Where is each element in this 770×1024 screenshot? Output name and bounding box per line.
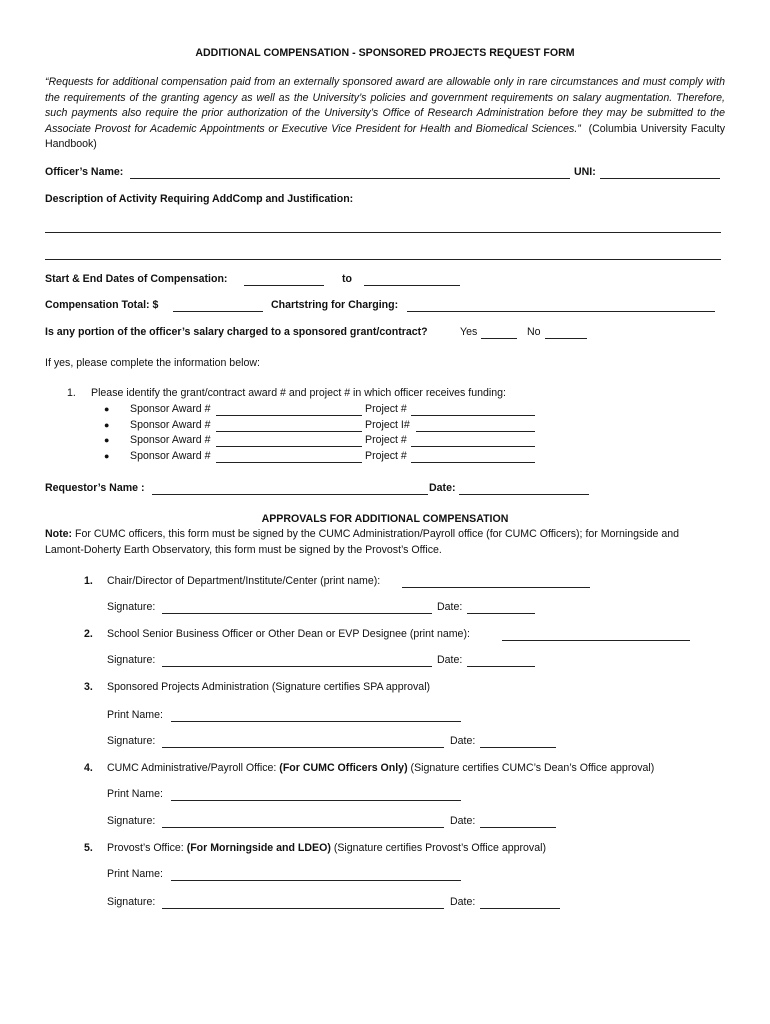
yes-field[interactable] xyxy=(481,328,517,339)
quote-text: “Requests for additional compensation paid from an externally sponsored award are allowable only in rare circumstances and must comply with the requirements of the granting agency as well as the University’s policies and government requirements on salary augmentation. Therefore, such payments also require the prior authorization of the University’s Office of Research Administration before they may be submitted to the Associate Provost for Academic Appointments or Executive Vice President for Health and Biomedical Sciences.” xyxy=(45,76,725,135)
handbook-quote xyxy=(45,75,725,153)
uni-label: UNI: xyxy=(574,166,596,178)
bullet-icon: ● xyxy=(104,451,110,461)
approvals-note-line-1 xyxy=(45,528,679,540)
approvals-heading: APPROVALS FOR ADDITIONAL COMPENSATION xyxy=(261,513,509,525)
project-field[interactable] xyxy=(411,436,535,447)
sponsor-award-field[interactable] xyxy=(216,452,362,463)
sponsor-award-label: Sponsor Award # xyxy=(130,450,211,462)
approval-text: Sponsored Projects Administration (Signature certifies SPA approval) xyxy=(107,681,431,693)
sponsor-award-field[interactable] xyxy=(216,421,362,432)
approvals-note-line-2: Lamont-Doherty Earth Observatory, this form must be signed by the Provost’s Office. xyxy=(45,544,442,556)
signature-field[interactable] xyxy=(162,898,444,909)
signature-field[interactable] xyxy=(162,817,444,828)
officer-print-name-field[interactable] xyxy=(502,630,690,641)
approval-text: CUMC Administrative/Payroll Office: (For CUMC Officers Only) (Signature certifies CUMC’s Dean’s Office approval) xyxy=(107,762,655,774)
form-title: ADDITIONAL COMPENSATION - SPONSORED PROJECTS REQUEST FORM xyxy=(195,47,575,59)
signature-field[interactable] xyxy=(162,603,432,614)
chartstring-field[interactable] xyxy=(407,301,715,312)
project-label: Project I# xyxy=(365,419,410,431)
no-label: No xyxy=(527,326,541,338)
approval-text: Provost’s Office: (For Morningside and LDEO) (Signature certifies Provost’s Office approval) xyxy=(107,842,546,854)
print-name-label: Print Name: xyxy=(107,709,163,721)
yes-label: Yes xyxy=(460,326,478,338)
comp-total-label: Compensation Total: $ xyxy=(45,299,159,311)
sponsor-award-label: Sponsor Award # xyxy=(130,419,211,431)
approval-number: 2. xyxy=(84,628,93,640)
approval-number: 4. xyxy=(84,762,93,774)
requestor-date-label: Date: xyxy=(429,482,456,494)
approval-number: 3. xyxy=(84,681,93,693)
date-field[interactable] xyxy=(467,656,535,667)
salary-question: Is any portion of the officer’s salary charged to a sponsored grant/contract? xyxy=(45,326,428,338)
print-name-field[interactable] xyxy=(171,711,461,722)
date-field[interactable] xyxy=(467,603,535,614)
item1-number: 1. xyxy=(67,387,76,399)
end-date-field[interactable] xyxy=(364,275,460,286)
project-field[interactable] xyxy=(411,452,535,463)
officer-name-label: Officer’s Name: xyxy=(45,166,124,178)
requestor-label: Requestor’s Name : xyxy=(45,482,145,494)
date-field[interactable] xyxy=(480,737,556,748)
date-label: Date: xyxy=(450,735,476,747)
to-label: to xyxy=(342,273,352,285)
no-field[interactable] xyxy=(545,328,587,339)
if-yes-instruction: If yes, please complete the information below: xyxy=(45,357,260,369)
signature-label: Signature: xyxy=(107,601,156,613)
uni-field[interactable] xyxy=(600,168,720,179)
signature-field[interactable] xyxy=(162,737,444,748)
date-label: Date: xyxy=(437,601,463,613)
bullet-icon: ● xyxy=(104,435,110,445)
date-label: Date: xyxy=(450,815,476,827)
quote-source: (Columbia University Faculty Handbook) xyxy=(45,122,725,151)
sponsor-award-field[interactable] xyxy=(216,405,362,416)
print-name-field[interactable] xyxy=(171,870,461,881)
requestor-date-field[interactable] xyxy=(459,484,589,495)
item1-text: Please identify the grant/contract award # and project # in which officer receives funding: xyxy=(91,387,506,399)
signature-label: Signature: xyxy=(107,654,156,666)
approval-number: 5. xyxy=(84,842,93,854)
sponsor-award-field[interactable] xyxy=(216,436,362,447)
note-text: For CUMC officers, this form must be signed by the CUMC Administration/Payroll office (for CUMC Officers); for Morningside and xyxy=(75,528,680,540)
signature-field[interactable] xyxy=(162,656,432,667)
approval-number: 1. xyxy=(84,575,93,587)
signature-label: Signature: xyxy=(107,815,156,827)
sponsor-award-label: Sponsor Award # xyxy=(130,434,211,446)
description-line-1[interactable] xyxy=(45,232,721,233)
project-field[interactable] xyxy=(411,405,535,416)
date-label: Date: xyxy=(450,896,476,908)
date-label: Date: xyxy=(437,654,463,666)
project-label: Project # xyxy=(365,450,407,462)
print-name-label: Print Name: xyxy=(107,868,163,880)
approval-text: School Senior Business Officer or Other Dean or EVP Designee (print name): xyxy=(107,628,470,640)
date-field[interactable] xyxy=(480,817,556,828)
bullet-icon: ● xyxy=(104,404,110,414)
signature-label: Signature: xyxy=(107,896,156,908)
print-name-field[interactable] xyxy=(171,790,461,801)
chair-print-name-field[interactable] xyxy=(402,577,590,588)
project-label: Project # xyxy=(365,434,407,446)
chartstring-label: Chartstring for Charging: xyxy=(271,299,399,311)
project-field[interactable] xyxy=(416,421,535,432)
requestor-field[interactable] xyxy=(152,484,428,495)
description-line-2[interactable] xyxy=(45,259,721,260)
signature-label: Signature: xyxy=(107,735,156,747)
sponsor-award-label: Sponsor Award # xyxy=(130,403,211,415)
comp-total-field[interactable] xyxy=(173,301,263,312)
description-label: Description of Activity Requiring AddComp and Justification: xyxy=(45,193,354,205)
note-label: Note: xyxy=(45,528,73,540)
dates-label: Start & End Dates of Compensation: xyxy=(45,273,228,285)
print-name-label: Print Name: xyxy=(107,788,163,800)
bullet-icon: ● xyxy=(104,420,110,430)
approval-text: Chair/Director of Department/Institute/Center (print name): xyxy=(107,575,381,587)
project-label: Project # xyxy=(365,403,407,415)
officer-name-field[interactable] xyxy=(130,168,570,179)
start-date-field[interactable] xyxy=(244,275,324,286)
date-field[interactable] xyxy=(480,898,560,909)
